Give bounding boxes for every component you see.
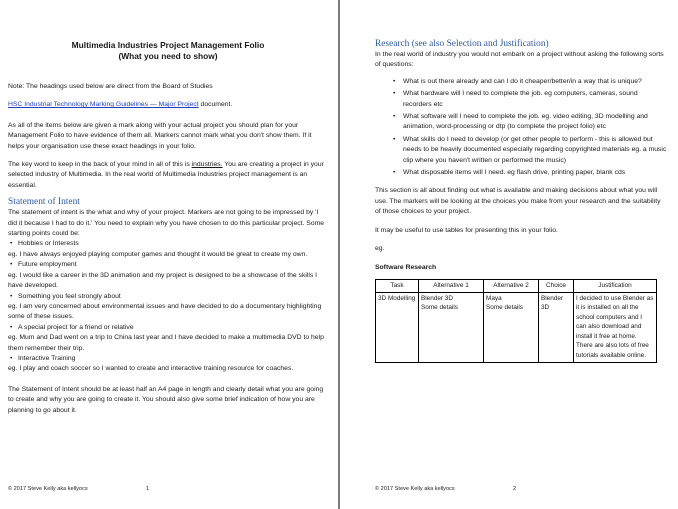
statement-of-intent-heading: Statement of Intent	[8, 197, 80, 208]
marks-paragraph: As all of the items below are given a mark along with your actual project you should plan for your Management Folio to have evidence of them all. Markers cannot mark what you don't show them. If it helps your organisation use these exact headings in your folio.	[8, 121, 312, 150]
industries-text-b: You are creating a project in your selected industry of Multimedia. In the real world of Multimedia Industries project management is an essential.	[8, 161, 324, 189]
copyright-text: © 2017 Steve Kelly aka kellyocs	[8, 486, 88, 492]
intent-closing: The Statement of Intent should be at least half an A4 page in length and clearly detail what you are going to create and why you are going to create it. You should also give some brief indication of how you are planning to go about it.	[8, 385, 324, 414]
research-question-list	[375, 77, 668, 179]
research-intro: In the real world of industry you would not embark on a project without asking the following sorts of questions:	[375, 51, 664, 69]
industries-paragraph	[8, 160, 328, 191]
guidelines-paragraph	[8, 100, 328, 110]
intent-example: eg. I have always enjoyed playing computer games and thought it would be great to create my own.	[8, 250, 308, 258]
intent-bullet: • Future employment	[8, 260, 328, 270]
intent-bullet: • Interactive Training	[8, 354, 328, 364]
intent-intro: The statement of intent is the what and why of your project. Markers are not going to be impressed by 'I did it because I had to do it.' You need to explain why you have chosen to do this particular project. Some starting points could be:	[8, 209, 325, 238]
table-cell: Blender 3D	[539, 292, 574, 362]
table-cell: 3D Modelling	[376, 292, 419, 362]
research-about-paragraph: This section is all about finding out what is available and making decisions about what you will use. The markers will be looking at the choices you make from your research and the suitability of those choices to your project.	[375, 187, 661, 216]
software-research-heading: Software Research	[375, 263, 437, 271]
table-header-cell: Alternative 2	[484, 279, 539, 292]
research-question: • What is out there already and can I do it cheaper/better/in a way that is unique?	[375, 77, 668, 87]
intent-bullet: • A special project for a friend or relative	[8, 323, 328, 333]
research-question: • What software will I need to complete the job. eg. video editing, 3D modelling and animation, word-processing or dtp (to complete the project folio) etc	[375, 112, 668, 133]
industries-text-a: The key word to keep in the back of your mind in all of this is	[8, 161, 192, 169]
table-header-cell: Task	[376, 279, 419, 292]
page-2-footer	[375, 485, 517, 493]
guidelines-link[interactable]: HSC Industrial Technology Marking Guidelines — Major Project	[8, 101, 199, 109]
intent-bullet: • Something you feel strongly about	[8, 292, 328, 302]
folio-title: Multimedia Industries Project Management Folio	[71, 40, 265, 50]
note-text: Note: The headings used below are direct from the Board of Studies	[8, 83, 213, 90]
intent-point-list	[8, 239, 328, 374]
intent-example: eg. Mum and Dad went on a trip to China last year and I have decided to make a multimedia DVD to help them remember their trip.	[8, 334, 324, 352]
table-cell: Blender 3D Some details	[419, 292, 484, 362]
copyright-text: © 2017 Steve Kelly aka kellyocs	[375, 486, 455, 492]
table-header-cell: Justification	[574, 279, 657, 292]
guidelines-suffix: document.	[198, 101, 233, 109]
intent-example: eg. I am very concerned about environmental issues and have decided to do a documentary highlighting some of these issues.	[8, 302, 322, 321]
table-cell: Maya Some details	[484, 292, 539, 362]
table-header-row	[376, 279, 657, 292]
page-1	[0, 0, 338, 509]
intent-bullet: • Hobbies or Interests	[8, 239, 328, 249]
research-question: • What disposable items will I need. eg flash drive, printing paper, blank cds	[375, 168, 668, 178]
research-question: • What skills do I need to develop (or get other people to perform - this is allowed but needs to be heavily documented especially regarding copyrighted materials eg. a music clip where you haven't written or performed the music)	[375, 135, 668, 166]
page-1-footer	[8, 485, 150, 493]
software-research-table	[375, 279, 657, 363]
folio-subtitle: (What you need to show)	[118, 51, 218, 61]
eg-label: eg.	[375, 245, 385, 253]
research-tables-paragraph: It may be useful to use tables for presenting this in your folio.	[375, 226, 558, 234]
research-question: • What hardware will I need to complete the job. eg computers, cameras, sound recorders etc	[375, 89, 668, 110]
page-number: 2	[513, 486, 517, 492]
table-header-cell: Choice	[539, 279, 574, 292]
page-2	[340, 0, 678, 509]
table-header-cell: Alternative 1	[419, 279, 484, 292]
page-number: 1	[146, 486, 150, 492]
intent-example: eg. I would like a career in the 3D animation and my project is designed to be a showcase of the skills I have developed.	[8, 271, 318, 290]
table-row	[376, 292, 657, 362]
table-cell: I decided to use Blender as it is installed on all the school computers and I can also download and install it free at home. There are also lots of free tutorials available online.	[574, 292, 657, 362]
industries-keyword: industries.	[191, 161, 223, 169]
research-heading: Research (see also Selection and Justification)	[375, 39, 549, 49]
intent-example: eg. I play and coach soccer so I wanted to create and interactive training resource for coaches.	[8, 365, 294, 373]
